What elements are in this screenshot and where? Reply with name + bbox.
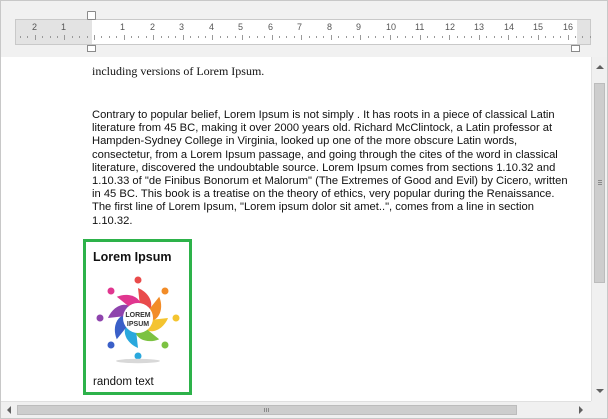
ruler-number: 5 bbox=[238, 22, 244, 32]
ruler-tick bbox=[427, 36, 428, 38]
ruler-tick bbox=[508, 35, 509, 40]
ruler-number: 1 bbox=[61, 22, 67, 32]
ruler-tick bbox=[464, 36, 465, 38]
ruler-tick bbox=[538, 35, 539, 40]
ruler-number: 8 bbox=[327, 22, 333, 32]
ruler-tick bbox=[338, 36, 339, 38]
ruler-tick bbox=[568, 35, 569, 40]
ruler-tick bbox=[390, 35, 391, 40]
text-box-title: Lorem Ipsum bbox=[93, 250, 172, 264]
paragraph-line: literature from 45 BC, making it over 2000 years old. Richard McClintock, a Latin professor at bbox=[92, 122, 553, 135]
ruler-number: 9 bbox=[356, 22, 362, 32]
ruler-tick bbox=[198, 36, 199, 38]
ruler-tick bbox=[516, 36, 517, 38]
logo-text-line2: IPSUM bbox=[126, 321, 150, 328]
text-box[interactable] bbox=[83, 239, 192, 395]
paragraph-line: Hampden-Sydney College in Virginia, looked up one of the more obscure Latin words, bbox=[92, 135, 518, 148]
ruler-tick bbox=[131, 36, 132, 38]
ruler-tick bbox=[235, 36, 236, 38]
vertical-scrollbar[interactable] bbox=[591, 57, 607, 401]
horizontal-scrollbar[interactable] bbox=[1, 401, 607, 418]
scroll-left-arrow-icon[interactable] bbox=[7, 406, 11, 414]
ruler-number: 11 bbox=[415, 22, 425, 32]
ruler-number: 12 bbox=[445, 22, 456, 32]
ruler-tick bbox=[183, 35, 184, 40]
ruler-tick bbox=[279, 36, 280, 38]
ruler-tick bbox=[523, 36, 524, 38]
ruler-tick bbox=[161, 36, 162, 38]
ruler-tick bbox=[360, 35, 361, 40]
ruler-number: 15 bbox=[533, 22, 544, 32]
ruler-tick bbox=[257, 36, 258, 38]
text-box-caption: random text bbox=[93, 376, 154, 388]
ruler-tick bbox=[309, 36, 310, 38]
ruler-tick bbox=[383, 36, 384, 38]
ruler-tick bbox=[471, 36, 472, 38]
ruler-tick bbox=[20, 36, 21, 38]
ruler-number: 2 bbox=[32, 22, 38, 32]
ruler-tick bbox=[346, 36, 347, 38]
ruler-tick bbox=[316, 36, 317, 38]
ruler-tick bbox=[64, 35, 65, 40]
ruler-tick bbox=[286, 36, 287, 38]
ruler-tick bbox=[457, 36, 458, 38]
ruler-tick bbox=[87, 36, 88, 38]
ruler-tick bbox=[168, 36, 169, 38]
ruler-tick bbox=[153, 35, 154, 40]
paragraph-line: consectetur, from a Lorem Ipsum passage, and going through the cites of the word in classical bbox=[92, 148, 558, 161]
ruler-tick bbox=[501, 36, 502, 38]
ruler-tick bbox=[479, 35, 480, 40]
ruler-tick bbox=[212, 35, 213, 40]
ruler-tick bbox=[486, 36, 487, 38]
ruler-tick bbox=[353, 36, 354, 38]
ruler-tick bbox=[220, 36, 221, 38]
left-indent-marker[interactable] bbox=[87, 45, 96, 52]
paragraph-line: literature, discovered the undoubtable source. Lorem Ipsum comes from sections 1.10.32 and bbox=[92, 161, 556, 174]
scroll-down-arrow-icon[interactable] bbox=[596, 389, 604, 393]
ruler-tick bbox=[412, 36, 413, 38]
ruler-tick bbox=[27, 36, 28, 38]
ruler-tick bbox=[205, 36, 206, 38]
paragraph-line: The first line of Lorem Ipsum, "Lorem ipsum dolor sit amet..", comes from a line in section bbox=[92, 201, 534, 214]
ruler-bar bbox=[1, 1, 607, 57]
ruler-tick bbox=[560, 36, 561, 38]
ruler-tick bbox=[35, 35, 36, 40]
ruler-tick bbox=[272, 35, 273, 40]
ruler-tick bbox=[294, 36, 295, 38]
ruler-number: 10 bbox=[386, 22, 397, 32]
ruler-tick bbox=[124, 35, 125, 40]
ruler-number: 6 bbox=[268, 22, 274, 32]
ruler-tick bbox=[553, 36, 554, 38]
ruler-tick bbox=[109, 36, 110, 38]
ruler-tick bbox=[227, 36, 228, 38]
ruler-tick bbox=[264, 36, 265, 38]
ruler-tick bbox=[57, 36, 58, 38]
paragraph-line: 1.10.33 of "de Finibus Bonorum et Malorum" (The Extremes of Good and Evil) by Cicero, written bbox=[92, 175, 568, 188]
ruler-tick bbox=[116, 36, 117, 38]
ruler-number: 7 bbox=[297, 22, 303, 32]
vertical-scroll-thumb[interactable] bbox=[594, 83, 605, 283]
ruler-tick bbox=[249, 36, 250, 38]
ruler-tick bbox=[582, 36, 583, 38]
ruler-number: 4 bbox=[209, 22, 215, 32]
ruler-number: 13 bbox=[474, 22, 485, 32]
paragraph-line: in 45 BC. This book is a treatise on the theory of ethics, very popular during the Renaissance. bbox=[92, 188, 555, 201]
ruler-number: 1 bbox=[120, 22, 126, 32]
ruler-tick bbox=[242, 35, 243, 40]
ruler-tick bbox=[101, 36, 102, 38]
ruler-tick bbox=[94, 35, 95, 40]
ruler-tick bbox=[405, 36, 406, 38]
ruler-tick bbox=[397, 36, 398, 38]
ruler-number: 14 bbox=[504, 22, 515, 32]
scroll-up-arrow-icon[interactable] bbox=[596, 65, 604, 69]
ruler-tick bbox=[146, 36, 147, 38]
scrollbar-corner bbox=[591, 401, 607, 418]
horizontal-scroll-thumb[interactable] bbox=[17, 405, 517, 415]
ruler-tick bbox=[175, 36, 176, 38]
ruler-tick bbox=[575, 36, 576, 38]
ruler-tick bbox=[531, 36, 532, 38]
ruler-number: 3 bbox=[179, 22, 185, 32]
paragraph-line: 1.10.32. bbox=[92, 214, 133, 227]
ruler-tick bbox=[494, 36, 495, 38]
ruler-tick bbox=[545, 36, 546, 38]
ruler-tick bbox=[138, 36, 139, 38]
scroll-right-arrow-icon[interactable] bbox=[579, 406, 583, 414]
ruler-tick bbox=[420, 35, 421, 40]
ruler-number: 2 bbox=[150, 22, 156, 32]
body-paragraph bbox=[92, 109, 572, 228]
ruler-tick bbox=[442, 36, 443, 38]
ruler-tick bbox=[190, 36, 191, 38]
logo-text-line1: LOREM bbox=[125, 312, 151, 319]
ruler-tick bbox=[323, 36, 324, 38]
ruler-tick bbox=[331, 35, 332, 40]
right-indent-marker[interactable] bbox=[571, 45, 580, 52]
ruler-tick bbox=[79, 36, 80, 38]
ruler-tick bbox=[368, 36, 369, 38]
ruler-tick bbox=[301, 35, 302, 40]
first-line-indent-marker[interactable] bbox=[87, 11, 96, 20]
ruler-tick bbox=[590, 36, 591, 38]
ruler-tick bbox=[434, 36, 435, 38]
ruler-tick bbox=[375, 36, 376, 38]
ruler-tick bbox=[42, 36, 43, 38]
ruler-tick bbox=[449, 35, 450, 40]
ruler-number: 16 bbox=[563, 22, 574, 32]
document-area[interactable] bbox=[1, 57, 591, 401]
first-line-text: including versions of Lorem Ipsum. bbox=[92, 64, 265, 78]
horizontal-ruler[interactable] bbox=[15, 19, 591, 45]
ruler-tick bbox=[50, 36, 51, 38]
lorem-ipsum-logo bbox=[95, 272, 181, 369]
ruler-tick bbox=[72, 36, 73, 38]
paragraph-line: Contrary to popular belief, Lorem Ipsum is not simply . It has roots in a piece of classical Latin bbox=[92, 109, 555, 121]
